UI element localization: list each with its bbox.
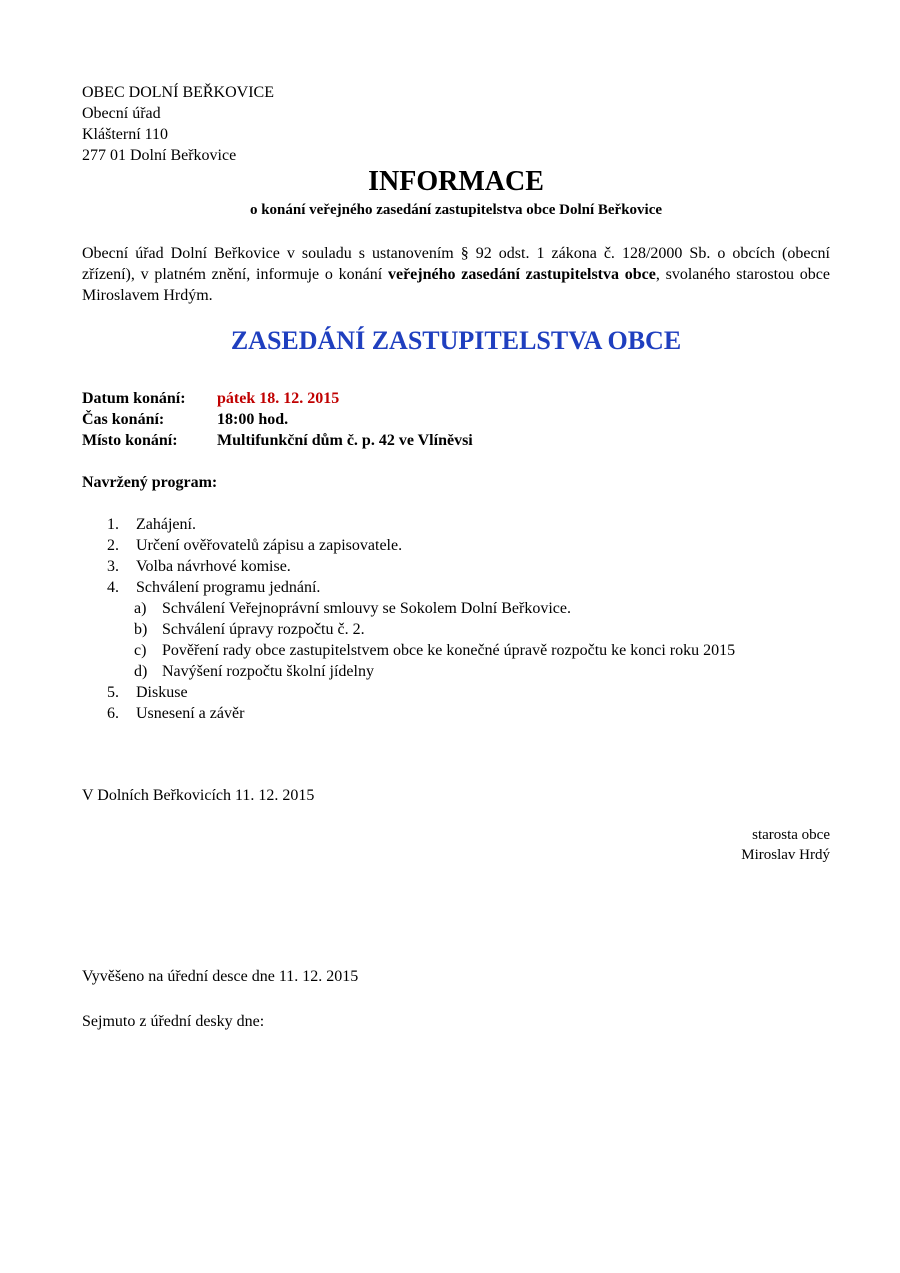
program-subitem-letter: d)	[134, 663, 148, 680]
address-line-office: Obecní úřad	[82, 105, 161, 122]
program-item-text: Usnesení a závěr	[136, 705, 245, 722]
program-subitem-letter: b)	[134, 621, 148, 638]
address-line-street: Klášterní 110	[82, 126, 169, 143]
sender-address	[82, 82, 274, 166]
intro-text-1: Obecní úřad Dolní Beřkovice v souladu s ustanovením § 92 odst. 1 zákona č. 128/2000 Sb. o obcích (obecní zřízení), v platném znění, informuje o konání	[82, 245, 830, 283]
signature-block	[741, 825, 830, 865]
intro-paragraph	[82, 243, 830, 306]
program-subitem-text: Pověření rady obce zastupitelstvem obce ke konečné úpravě rozpočtu ke konci roku 2015	[162, 642, 736, 659]
date-value: pátek 18. 12. 2015	[217, 390, 340, 407]
address-line-city: 277 01 Dolní Beřkovice	[82, 147, 237, 164]
program-item	[82, 682, 842, 703]
place-and-date: V Dolních Beřkovicích 11. 12. 2015	[82, 787, 315, 804]
place-value: Multifunkční dům č. p. 42 ve Vlíněvsi	[217, 432, 473, 449]
program-item-text: Schválení programu jednání.	[136, 579, 321, 596]
program-subitem-text: Navýšení rozpočtu školní jídelny	[162, 663, 374, 680]
program-subitem	[82, 640, 842, 661]
program-item-number: 1.	[107, 516, 119, 533]
program-item-text: Určení ověřovatelů zápisu a zapisovatele.	[136, 537, 403, 554]
signature-role: starosta obce	[752, 827, 830, 843]
program-item	[82, 703, 842, 724]
document-subtitle: o konání veřejného zasedání zastupitelstva obce Dolní Beřkovice	[249, 202, 663, 218]
program-item	[82, 556, 842, 577]
program-item-text: Volba návrhové komise.	[136, 558, 291, 575]
program-subitem-text: Schválení úpravy rozpočtu č. 2.	[162, 621, 365, 638]
intro-text-2: , svolaného starostou obce Miroslavem Hrdým.	[82, 266, 830, 304]
program-item	[82, 535, 842, 556]
program-item-number: 6.	[107, 705, 119, 722]
address-line-municipality: OBEC DOLNÍ BEŘKOVICE	[82, 84, 274, 101]
time-label: Čas konání:	[82, 411, 165, 428]
program-item	[82, 514, 842, 535]
program-list	[82, 514, 842, 724]
place-label: Místo konání:	[82, 432, 178, 449]
program-subitem-text: Schválení Veřejnoprávní smlouvy se Sokolem Dolní Beřkovice.	[162, 600, 571, 617]
signature-name: Miroslav Hrdý	[741, 847, 830, 863]
document-title: INFORMACE	[368, 166, 544, 197]
program-subitem	[82, 661, 842, 682]
program-title: Navržený program:	[82, 474, 218, 491]
program-item-number: 3.	[107, 558, 119, 575]
time-value: 18:00 hod.	[217, 411, 289, 428]
program-item-number: 5.	[107, 684, 119, 701]
program-subitem	[82, 619, 842, 640]
program-item-number: 2.	[107, 537, 119, 554]
program-subitem-letter: a)	[134, 600, 147, 617]
program-item-text: Zahájení.	[136, 516, 196, 533]
date-label: Datum konání:	[82, 390, 186, 407]
removed-note: Sejmuto z úřední desky dne:	[82, 1013, 265, 1030]
intro-text-bold: veřejného zasedání zastupitelstva obce	[387, 266, 656, 283]
program-subitem	[82, 598, 842, 619]
program-item	[82, 577, 842, 598]
posted-note: Vyvěšeno na úřední desce dne 11. 12. 2015	[82, 968, 359, 985]
program-subitem-letter: c)	[134, 642, 147, 659]
program-item-number: 4.	[107, 579, 119, 596]
meeting-headline: ZASEDÁNÍ ZASTUPITELSTVA OBCE	[230, 326, 682, 355]
program-item-text: Diskuse	[136, 684, 188, 701]
